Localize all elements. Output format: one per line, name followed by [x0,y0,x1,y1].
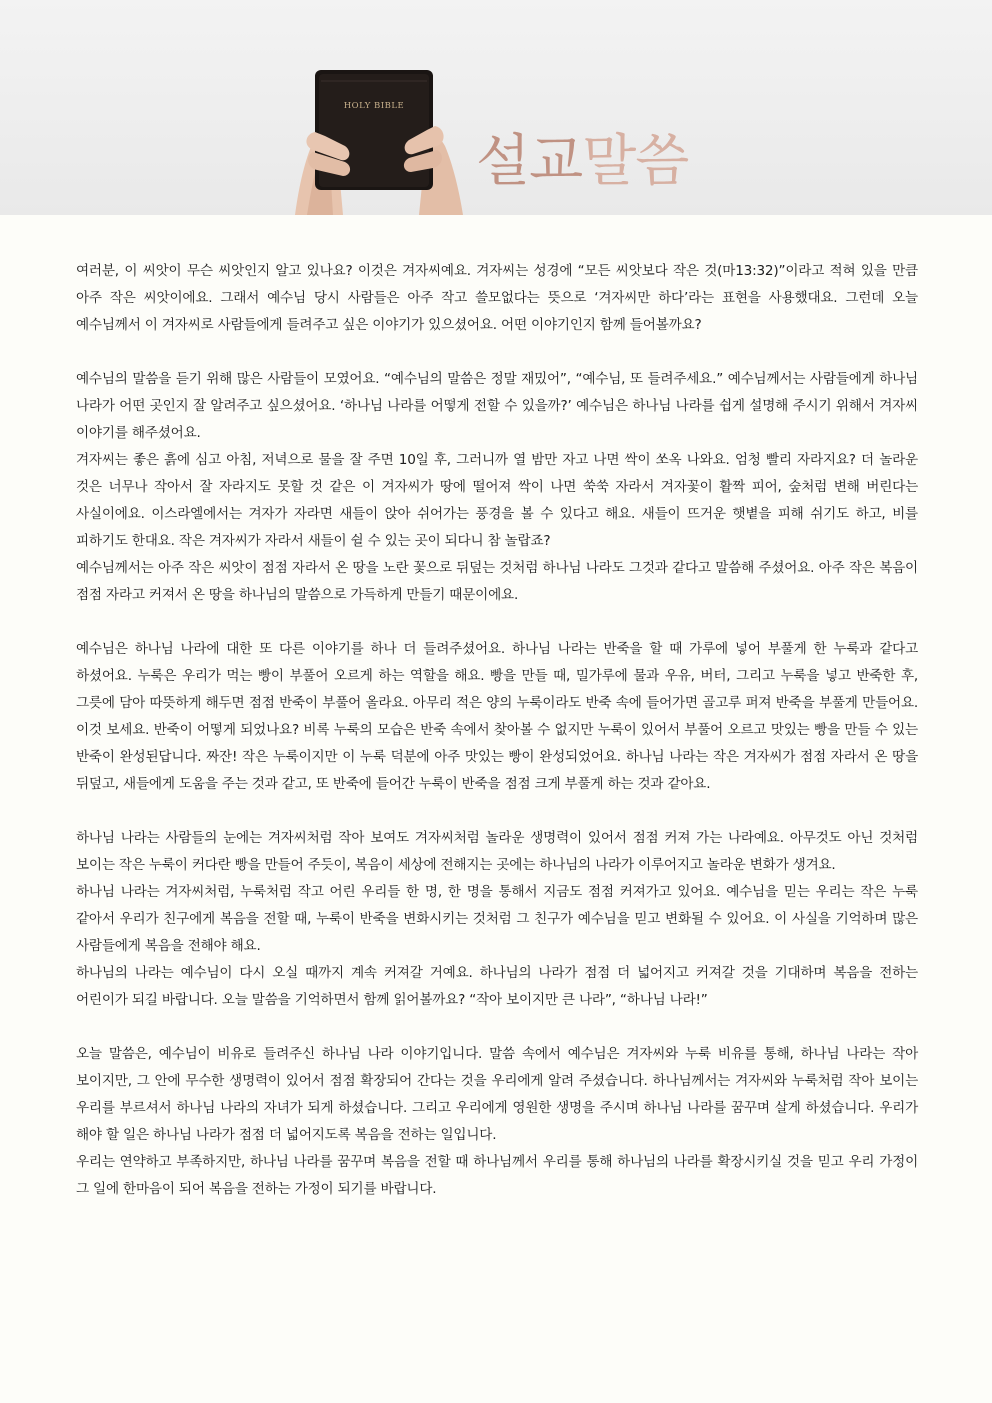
title-part-word: 말씀 [582,129,689,194]
paragraph-spacer [76,1014,918,1041]
paragraph: 예수님의 말씀을 듣기 위해 많은 사람들이 모였어요. “예수님의 말씀은 정말 재밌어”, “예수님, 또 들려주세요.” 예수님께서는 사람들에게 하나님 나라가 어떤 곳인지 잘 알려주고 싶으셨어요. ‘하나님 나라를 어떻게 전할 수 있을까?’ 예수님은 하나님 나라를 쉽게 설명해 주시기 위해서 겨자씨 이야기를 해주셨어요. [76,371,918,441]
hands-holding-bible-image [285,0,475,215]
paragraph-closing: 우리는 연약하고 부족하지만, 하나님 나라를 꿈꾸며 복음을 전할 때 하나님께서 우리를 통해 하나님의 나라를 확장시키실 것을 믿고 우리 가정이 그 일에 한마음이 되어 복음을 전하는 가정이 되기를 바랍니다. [76,1154,918,1197]
paragraph: 하나님 나라는 겨자씨처럼, 누룩처럼 작고 어린 우리들 한 명, 한 명을 통해서 지금도 점점 커져가고 있어요. 예수님을 믿는 우리는 작은 누룩 같아서 우리가 친구에게 복음을 전할 때, 누룩이 반죽을 변화시키는 것처럼 그 친구가 예수님을 믿고 변화될 수 있어요. 이 사실을 기억하며 많은 사람들에게 복음을 전해야 해요. [76,884,918,954]
paragraph-intro: 여러분, 이 씨앗이 무슨 씨앗인지 알고 있나요? 이것은 겨자씨예요. 겨자씨는 성경에 “모든 씨앗보다 작은 것(마13:32)”이라고 적혀 있을 만큼 아주 작은 씨앗이에요. 그래서 예수님 당시 사람들은 아주 작고 쓸모없다는 뜻으로 ‘겨자씨만 하다’라는 표현을 사용했대요. 그런데 오늘 예수님께서 이 겨자씨로 사람들에게 들려주고 싶은 이야기가 있으셨어요. 어떤 이야기인지 함께 들어볼까요? [76,263,918,333]
paragraph: 예수님께서는 아주 작은 씨앗이 점점 자라서 온 땅을 노란 꽃으로 뒤덮는 것처럼 하나님 나라도 그것과 같다고 말씀해 주셨어요. 아주 작은 복음이 점점 자라고 커져서 온 땅을 하나님의 말씀으로 가득하게 만들기 때문이에요. [76,560,918,603]
page-title [476,129,689,194]
paragraph: 예수님은 하나님 나라에 대한 또 다른 이야기를 하나 더 들려주셨어요. 하나님 나라는 반죽을 할 때 가루에 넣어 부풀게 한 누룩과 같다고 하셨어요. 누룩은 우리가 먹는 빵이 부풀어 오르게 하는 역할을 해요. 빵을 만들 때, 밀가루에 물과 우유, 버터, 그리고 누룩을 넣고 반죽한 후, 그릇에 담아 따뜻하게 해두면 점점 반죽이 부풀어 올라요. 아무리 적은 양의 누룩이라도 반죽 속에 들어가면 골고루 퍼져 반죽을 부풀게 만들어요. 이것 보세요. 반죽이 어떻게 되었나요? 비록 누룩의 모습은 반죽 속에서 찾아볼 수 없지만 누룩이 있어서 부풀어 오르고 맛있는 빵을 만들 수 있는 반죽이 완성된답니다. 짜잔! 작은 누룩이지만 이 누룩 덕분에 아주 맛있는 빵이 완성되었어요. 하나님 나라는 작은 겨자씨가 점점 자라서 온 땅을 뒤덮고, 새들에게 도움을 주는 것과 같고, 또 반죽에 들어간 누룩이 반죽을 점점 크게 부풀게 하는 것과 같아요. [76,641,918,792]
paragraph: 겨자씨는 좋은 흙에 심고 아침, 저녁으로 물을 잘 주면 10일 후, 그러니까 열 밤만 자고 나면 싹이 쏘옥 나와요. 엄청 빨리 자라지요? 더 놀라운 것은 너무나 작아서 잘 자라지도 못할 것 같은 이 겨자씨가 땅에 떨어져 싹이 나면 쑥쑥 자라서 겨자꽃이 활짝 피어, 숲처럼 변해 버린다는 사실이에요. 이스라엘에서는 겨자가 자라면 새들이 앉아 쉬어가는 풍경을 볼 수 있다고 해요. 새들이 뜨거운 햇볕을 피해 쉬기도 하고, 비를 피하기도 한대요. 작은 겨자씨가 자라서 새들이 쉴 수 있는 곳이 되다니 참 놀랍죠? [76,452,918,549]
paragraph-spacer [76,609,918,636]
paragraph-spacer [76,339,918,366]
paragraph-spacer [76,798,918,825]
paragraph: 하나님의 나라는 예수님이 다시 오실 때까지 계속 커져갈 거예요. 하나님의 나라가 점점 더 넓어지고 커져갈 것을 기대하며 복음을 전하는 어린이가 되길 바랍니다. 오늘 말씀을 기억하면서 함께 읽어볼까요? “작아 보이지만 큰 나라”, “하나님 나라!” [76,965,918,1008]
paragraph: 오늘 말씀은, 예수님이 비유로 들려주신 하나님 나라 이야기입니다. 말씀 속에서 예수님은 겨자씨와 누룩 비유를 통해, 하나님 나라는 작아 보이지만, 그 안에 무수한 생명력이 있어서 점점 확장되어 간다는 것을 우리에게 알려 주셨습니다. 하나님께서는 겨자씨와 누룩처럼 작아 보이는 우리를 부르셔서 하나님 나라의 자녀가 되게 하셨습니다. 그리고 우리에게 영원한 생명을 주시며 하나님 나라를 꿈꾸며 살게 하셨습니다. 우리가 해야 할 일은 하나님 나라가 점점 더 넓어지도록 복음을 전하는 일입니다. [76,1046,918,1143]
paragraph: 하나님 나라는 사람들의 눈에는 겨자씨처럼 작아 보여도 겨자씨처럼 놀라운 생명력이 있어서 점점 커져 가는 나라예요. 아무것도 아닌 것처럼 보이는 작은 누룩이 커다란 빵을 만들어 주듯이, 복음이 세상에 전해지는 곳에는 하나님의 나라가 이루어지고 놀라운 변화가 생겨요. [76,830,918,873]
sermon-body [76,258,918,1203]
bible-cover-label: HOLY BIBLE [343,101,405,111]
header-banner [0,0,992,215]
title-part-sermon: 설교 [476,129,583,194]
